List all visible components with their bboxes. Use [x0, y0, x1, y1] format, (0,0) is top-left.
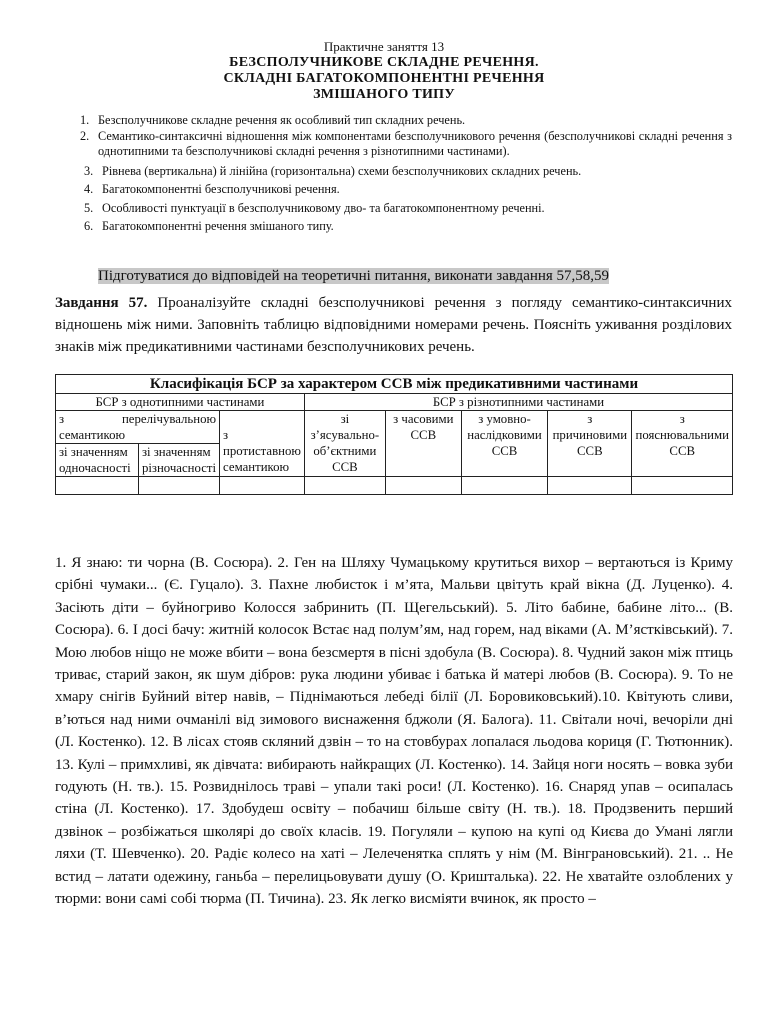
- header-enumerative: з перелічувальною семантикою: [56, 411, 220, 444]
- topic-item: 1. Безсполучникове складне речення як особливий тип складних речень.: [80, 113, 466, 127]
- document-header: [0, 39, 768, 103]
- table-title: Класифікація БСР за характером ССВ між предикативними частинами: [56, 375, 733, 394]
- header-conditional: з умовно-наслідковими ССВ: [461, 411, 547, 477]
- topic-item: 5. Особливості пунктуації в безсполучниковому дво- та багатокомпонентному реченні.: [84, 200, 545, 215]
- lesson-subtitle: Практичне заняття 13: [323, 39, 445, 54]
- title-line-2: СКЛАДНІ БАГАТОКОМПОНЕНТНІ РЕЧЕННЯ: [223, 71, 545, 86]
- header-explanatory: зі з’ясувально-об’єктними ССВ: [304, 411, 385, 477]
- topic-item: 6. Багатокомпонентні речення змішаного типу.: [84, 219, 334, 233]
- header-temporal: з часовими ССВ: [385, 411, 461, 477]
- preparation-instruction: Підготуватися до відповідей на теоретичні питання, виконати завдання 57,58,59: [98, 268, 610, 284]
- header-contrast: з протиставною семантикою: [220, 411, 305, 477]
- example-sentences: 1. Я знаю: ти чорна (В. Сосюра). 2. Ген на Шляху Чумацькому крутиться вихор – вертаються із Криму срібні чумаки... (Є. Гуцало). 3. Пахне любисток і м’ята, Мальви цвітуть край вікна (Д. Луценко). 4. Засіють діти – буйногриво Колосся забринить (П. Щегельський). 5. Літо бабине, бабине літо... (В. Сосюра). 6. І досі бачу: житній колосок Встає над полум’ям, над горем, над віками (А. М’ястківський). 7. Мою любов ніщо не може вбити – вона безсмертя в пісні здобула (В. Сосюра). 8. Чудний закон між птиць триває, старий закон, як шум дібров: рука людини убиває і батька й матері любов (В. Сосюра). 9. То не хмару снігів Буйний вітер навів, – Піднімаються лебеді білії (Л. Боровиковський).10. Квітують сливи, в’ються над ними очманілі від зимового виснаження бджоли (Я. Балога). 11. Світали ночі, вечоріли дні (Л. Костенко). 12. В лісах стояв скляний дзвін – то на стовбурах лопалася льодова кориця (Г. Тютюнник). 13. Кулі – примхливі, як дівчата: вибирають найкращих (Л. Костенко). 14. Зайця ноги носять – вовка зуби годують (Н. тв.). 15. Розвиднілось траві – упали такі роси! (Л. Костенко). 16. Снаряд упав – осипалась стіна (Л. Костенко). 17. Здобудеш освіту – побачиш більше світу (Н. тв.). 18. Продзвенить перший дзвінок – розбіжаться школярі до своїх класів. 19. Погуляли – купою на купі од Києва до Умані лягли ляхи (Т. Шевченко). 20. Радіє колесо на хаті – Лелеченятка сплять у нім (М. Вінграновський). 21. .. Не встид – латати одежину, ганьба – перелицьовувати душу (О. Кришталька). 22. Не хватайте озлоблених у тюрми: вони самі собі тюрма (П. Тичина). 23. Як легко висміяти вчинок, як просто –: [55, 555, 733, 908]
- task-label: Завдання 57.: [55, 295, 148, 311]
- header-causal: з причиновими ССВ: [548, 411, 632, 477]
- table-row: [56, 477, 733, 495]
- title-line-1: БЕЗСПОЛУЧНИКОВЕ СКЛАДНЕ РЕЧЕННЯ.: [229, 55, 539, 70]
- title-line-3: ЗМІШАНОГО ТИПУ: [313, 87, 455, 102]
- task-text: Проаналізуйте складні безсполучникові речення з погляду семантико-синтаксичних відношень між ними. Заповніть таблицю відповідними номерами речень. Поясніть уживання розділових знаків між предикативними частинами безсполучникових речень.: [55, 295, 732, 355]
- group-homogeneous: БСР з однотипними частинами: [56, 394, 305, 411]
- topic-item: 3. Рівнева (вертикальна) й лінійна (горизонтальна) схеми безсполучникових складних речень.: [84, 163, 582, 178]
- topics-list: [80, 113, 732, 235]
- task-57: [55, 292, 732, 358]
- header-non-simultaneity: зі значенням різночасності: [138, 444, 219, 477]
- header-simultaneity: зі значенням одночасності: [56, 444, 139, 477]
- group-heterogeneous: БСР з різнотипними частинами: [304, 394, 732, 411]
- topic-item: 4. Багатокомпонентні безсполучникові речення.: [84, 182, 340, 196]
- header-clarifying: з пояснювальними ССВ: [632, 411, 733, 477]
- classification-table: [55, 374, 733, 495]
- topic-item: 2. Семантико-синтаксичні відношення між компонентами безсполучникового речення (безсполучникові складні речення з однотипними та безсполучникові складні речення з різнотипними частинами).: [80, 128, 732, 158]
